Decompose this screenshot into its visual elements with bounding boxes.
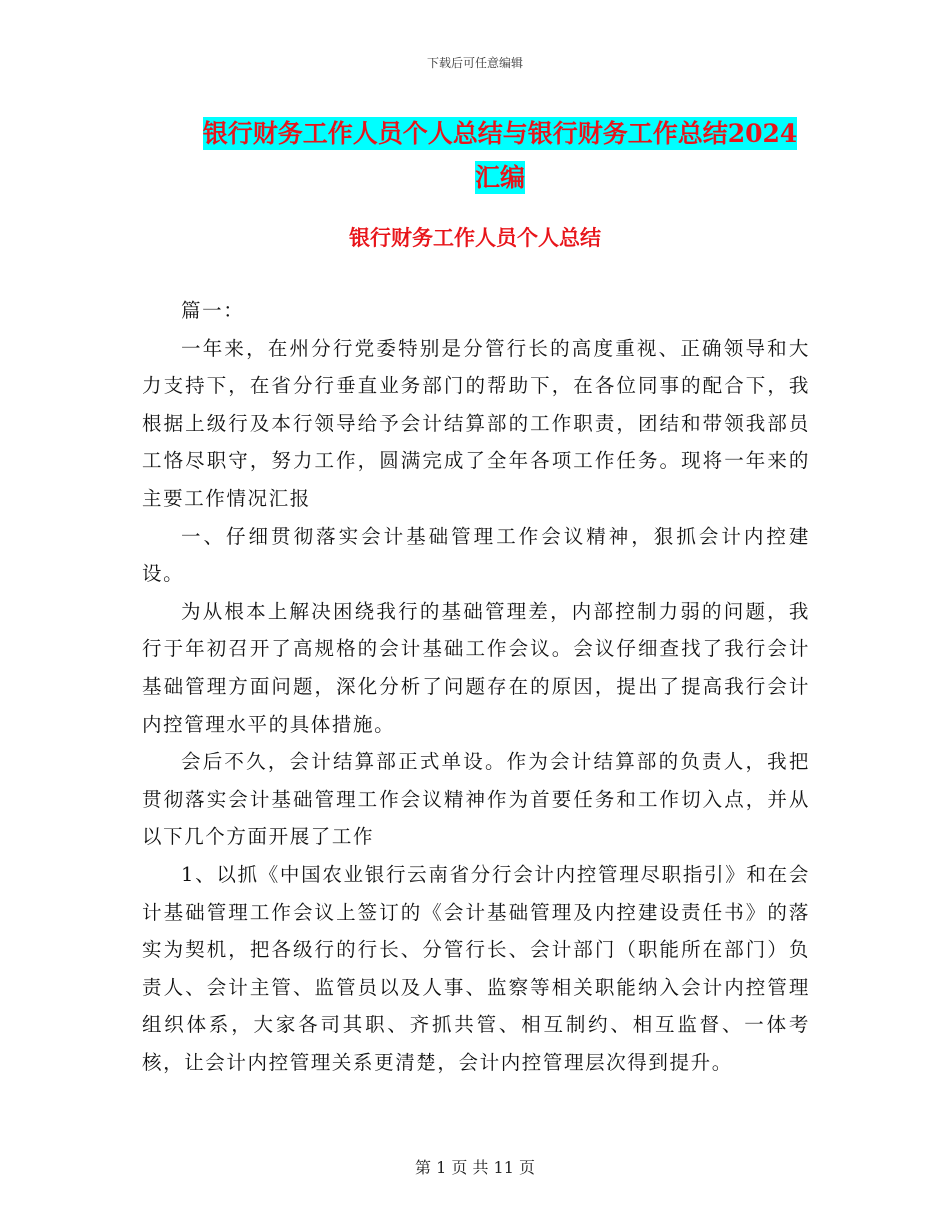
paragraph-chapter-label: 篇一： bbox=[181, 299, 245, 322]
section-title: 银行财务工作人员个人总结 bbox=[349, 225, 601, 250]
paragraph-body: 会后不久，会计结算部正式单设。作为会计结算部的负责人，我把贯彻落实会计基础管理工作会议精神作为首要任务和工作切入点，并从以下几个方面开展了工作 bbox=[142, 750, 810, 849]
paragraph-heading-1: 一、仔细贯彻落实会计基础管理工作会议精神，狠抓会计内控建设。 bbox=[142, 524, 810, 586]
paragraph-body: 为从根本上解决困绕我行的基础管理差，内部控制力弱的问题，我行于年初召开了高规格的会计基础工作会议。会议仔细查找了我行会计基础管理方面问题，深化分析了问题存在的原因，提出了提高我行会计内控管理水平的具体措施。 bbox=[142, 599, 810, 736]
document-title bbox=[190, 112, 810, 200]
page-header: 下载后可任意编辑 bbox=[426, 56, 523, 70]
paragraph-item-1: 1、以抓《中国农业银行云南省分行会计内控管理尽职指引》和在会计基础管理工作会议上签订的《会计基础管理及内控建设责任书》的落实为契机，把各级行的行长、分管行长、会计部门（职能所在部门）负责人、会计主管、监管员以及人事、监察等相关职能纳入会计内控管理组织体系，大家各司其职、齐抓共管、相互制约、相互监督、一体考核，让会计内控管理关系更清楚，会计内控管理层次得到提升。 bbox=[142, 862, 810, 1074]
paragraph-intro: 一年来，在州分行党委特别是分管行长的高度重视、正确领导和大力支持下，在省分行垂直业务部门的帮助下，在各位同事的配合下，我根据上级行及本行领导给予会计结算部的工作职责，团结和带领我部员工恪尽职守，努力工作，圆满完成了全年各项工作任务。现将一年来的主要工作情况汇报 bbox=[142, 336, 810, 510]
document-title-line-1: 银行财务工作人员个人总结与银行财务工作总结2024 bbox=[202, 119, 798, 148]
document-title-line-2: 汇编 bbox=[474, 163, 525, 192]
page-footer: 第 1 页 共 11 页 bbox=[415, 1158, 535, 1177]
document-body bbox=[142, 292, 810, 1081]
